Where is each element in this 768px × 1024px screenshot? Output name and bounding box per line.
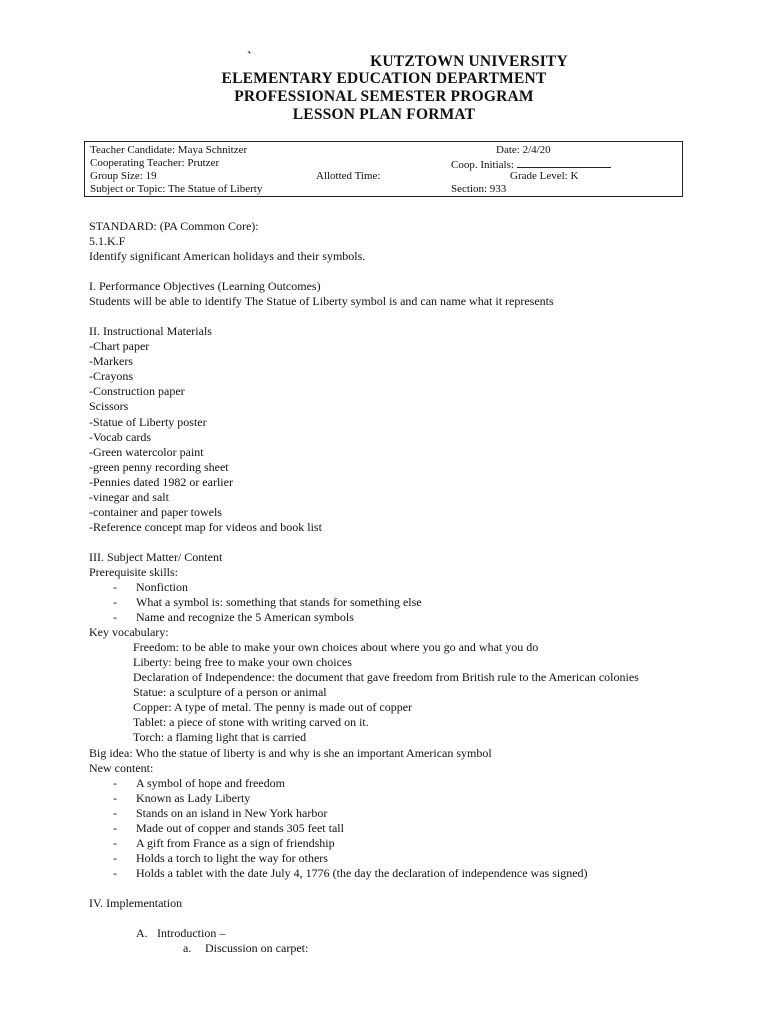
lesson-body bbox=[89, 219, 689, 956]
new-content-item: - Made out of copper and stands 305 feet tall bbox=[113, 820, 344, 835]
subject-topic: Subject or Topic: The Statue of Liberty bbox=[90, 183, 263, 195]
grade-level: Grade Level: K bbox=[510, 170, 579, 182]
material-item: -Vocab cards bbox=[89, 429, 152, 444]
vocab-item: Copper: A type of metal. The penny is made out of copper bbox=[133, 700, 413, 715]
material-item: -Pennies dated 1982 or earlier bbox=[89, 474, 233, 489]
header-university: KUTZTOWN UNIVERSITY bbox=[370, 53, 568, 70]
material-item: -Crayons bbox=[89, 369, 133, 384]
objectives-heading: I. Performance Objectives (Learning Outcomes) bbox=[89, 279, 321, 294]
vocab-item: Tablet: a piece of stone with writing carved on it. bbox=[133, 715, 369, 730]
vocab-item: Declaration of Independence: the document that gave freedom from British rule to the American colonies bbox=[133, 670, 639, 685]
header-department: ELEMENTARY EDUCATION DEPARTMENT bbox=[221, 70, 547, 87]
objectives-text: Students will be able to identify The Statue of Liberty symbol is and can name what it represents bbox=[89, 294, 554, 309]
material-item: -Green watercolor paint bbox=[89, 444, 204, 459]
standard-code: 5.1.K.F bbox=[89, 234, 126, 249]
allotted-time: Allotted Time: bbox=[316, 170, 381, 182]
new-content-item: - A gift from France as a sign of friendship bbox=[113, 835, 335, 850]
new-content-item: - Holds a tablet with the date July 4, 1776 (the day the declaration of independence was signed) bbox=[113, 865, 588, 880]
standard-text: Identify significant American holidays and their symbols. bbox=[89, 249, 366, 264]
material-item: -Chart paper bbox=[89, 339, 150, 354]
new-content-item: - A symbol of hope and freedom bbox=[113, 775, 285, 790]
material-item: Scissors bbox=[89, 399, 129, 414]
cooperating-teacher: Cooperating Teacher: Prutzer bbox=[90, 157, 220, 169]
material-item: -green penny recording sheet bbox=[89, 459, 229, 474]
new-content-heading: New content: bbox=[89, 760, 154, 775]
coop-initials: Coop. Initials: bbox=[451, 157, 611, 171]
implementation-introduction: A. Introduction – bbox=[136, 925, 226, 940]
header-program: PROFESSIONAL SEMESTER PROGRAM bbox=[234, 88, 534, 105]
vocab-item: Torch: a flaming light that is carried bbox=[133, 730, 307, 745]
lesson-date: Date: 2/4/20 bbox=[496, 144, 551, 156]
implementation-heading: IV. Implementation bbox=[89, 895, 183, 910]
prereq-item: - Nonfiction bbox=[113, 579, 188, 594]
prereq-heading: Prerequisite skills: bbox=[89, 564, 178, 579]
vocab-heading: Key vocabulary: bbox=[89, 625, 169, 640]
teacher-candidate: Teacher Candidate: Maya Schnitzer bbox=[90, 144, 248, 156]
stray-backtick: ` bbox=[247, 50, 252, 65]
header-format: LESSON PLAN FORMAT bbox=[292, 106, 476, 123]
material-item: -Markers bbox=[89, 354, 133, 369]
material-item: -vinegar and salt bbox=[89, 489, 169, 504]
subject-matter-heading: III. Subject Matter/ Content bbox=[89, 549, 223, 564]
big-idea: Big idea: Who the statue of liberty is and why is she an important American symbol bbox=[89, 745, 492, 760]
vocab-item: Statue: a sculpture of a person or animal bbox=[133, 685, 327, 700]
materials-heading: II. Instructional Materials bbox=[89, 324, 212, 339]
new-content-item: - Stands on an island in New York harbor bbox=[113, 805, 328, 820]
initials-blank bbox=[517, 157, 611, 168]
implementation-discussion: a. Discussion on carpet: bbox=[183, 941, 309, 956]
prereq-item: - Name and recognize the 5 American symbols bbox=[113, 610, 354, 625]
new-content-item: - Holds a torch to light the way for others bbox=[113, 850, 328, 865]
material-item: -Reference concept map for videos and book list bbox=[89, 519, 322, 534]
standard-heading: STANDARD: (PA Common Core): bbox=[89, 219, 259, 233]
prereq-item: - What a symbol is: something that stands for something else bbox=[113, 595, 422, 610]
section-number: Section: 933 bbox=[451, 183, 507, 195]
lesson-info-box bbox=[84, 141, 683, 197]
vocab-item: Liberty: being free to make your own choices bbox=[133, 655, 352, 670]
material-item: -container and paper towels bbox=[89, 504, 222, 519]
material-item: -Construction paper bbox=[89, 384, 185, 399]
vocab-item: Freedom: to be able to make your own choices about where you go and what you do bbox=[133, 640, 539, 655]
group-size: Group Size: 19 bbox=[90, 170, 157, 182]
material-item: -Statue of Liberty poster bbox=[89, 414, 207, 429]
new-content-item: - Known as Lady Liberty bbox=[113, 790, 251, 805]
